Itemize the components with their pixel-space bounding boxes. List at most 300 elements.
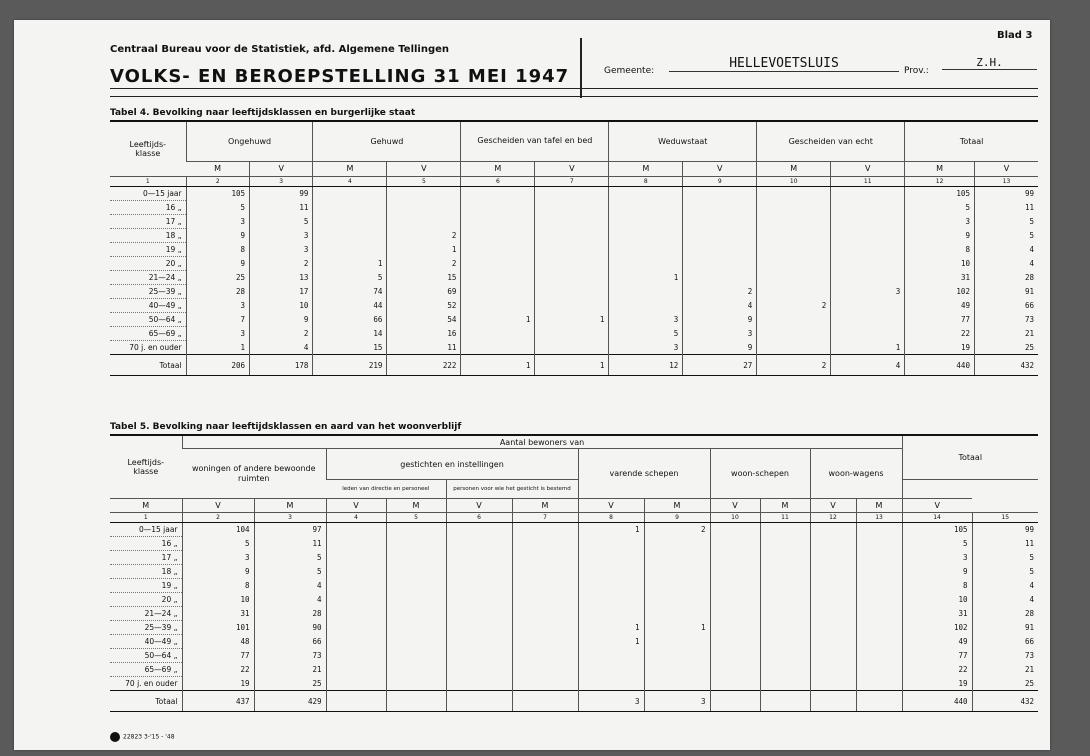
table4-cell [757, 257, 831, 271]
cbs-logo-icon [110, 732, 120, 742]
table4-m-label: M [609, 161, 683, 176]
table4-group-gehuwd: Gehuwd [313, 122, 461, 161]
table4-cell: 9 [905, 229, 975, 243]
table4-row [110, 243, 1038, 257]
table5-cell [326, 593, 386, 607]
table4-m-label: M [905, 161, 975, 176]
table4-group-gescheiden-echt: Gescheiden van echt [757, 122, 905, 161]
table4-total-cell: 1 [461, 355, 535, 376]
table4-row [110, 327, 1038, 341]
table5-cell [644, 635, 710, 649]
table5-group-gestichten: gestichten en instellingen [326, 449, 578, 480]
table4-cell: 4 [974, 243, 1038, 257]
table5-cell: 21 [254, 663, 326, 677]
table4-cell [535, 271, 609, 285]
table5-cell [446, 649, 512, 663]
table4-cell: 73 [974, 313, 1038, 327]
table4-cell [535, 299, 609, 313]
table4-cell: 28 [186, 285, 249, 299]
table5-cell: 5 [902, 537, 972, 551]
table5-cell [512, 621, 578, 635]
table5-cell [810, 537, 856, 551]
table5-cell [578, 649, 644, 663]
table5-cell [710, 663, 760, 677]
table5-age-label: 70 j. en ouder [110, 677, 182, 691]
table5-cell [710, 579, 760, 593]
table5-cell [810, 593, 856, 607]
table4-cell: 5 [186, 201, 249, 215]
table4-v-label: V [831, 161, 905, 176]
table5-cell: 31 [182, 607, 254, 621]
table4-age-label: 16 „ [110, 201, 186, 215]
table4-cell [609, 257, 683, 271]
table5-sub-directie: leden van directie en personeel [342, 485, 430, 492]
table5-age-label: 0—15 jaar [110, 523, 182, 537]
table4-cell [461, 187, 535, 201]
table4-cell: 17 [250, 285, 313, 299]
table4-cell: 4 [974, 257, 1038, 271]
table5-cell [326, 523, 386, 537]
table5-cell [810, 579, 856, 593]
table5-age-header: Leeftijds- klasse [127, 458, 165, 476]
table4-cell: 102 [905, 285, 975, 299]
table5-cell [856, 593, 902, 607]
table4-cell [461, 229, 535, 243]
table5-total-cell [386, 691, 446, 712]
table4-cell: 15 [313, 341, 387, 355]
table5-total-cell: 3 [644, 691, 710, 712]
table5-cell: 91 [972, 621, 1038, 635]
table5-total-cell: 437 [182, 691, 254, 712]
table5-cell: 104 [182, 523, 254, 537]
table4-cell: 44 [313, 299, 387, 313]
table5-v-label: V [182, 499, 254, 513]
table4-cell: 3 [831, 285, 905, 299]
table5-col-number: 7 [512, 513, 578, 523]
table4-cell [831, 243, 905, 257]
table5-cell [710, 621, 760, 635]
table4-cell: 52 [387, 299, 461, 313]
table4-m-label: M [461, 161, 535, 176]
table5-cell [326, 635, 386, 649]
table4-cell [683, 243, 757, 257]
table5-cell [386, 677, 446, 691]
table5-cell: 66 [254, 635, 326, 649]
table5-row [110, 635, 1038, 649]
table4-row [110, 201, 1038, 215]
table4-cell [831, 299, 905, 313]
organization: Centraal Bureau voor de Statistiek, afd. Algemene Tellingen [110, 44, 450, 55]
table4-v-label: V [250, 161, 313, 176]
table5-row [110, 523, 1038, 537]
table4-cell [461, 285, 535, 299]
table4-cell [831, 187, 905, 201]
table5-cell: 1 [578, 635, 644, 649]
table5-cell [856, 635, 902, 649]
table5-v-label: V [326, 499, 386, 513]
table4-cell: 99 [250, 187, 313, 201]
table5-col-number: 9 [644, 513, 710, 523]
table4-cell: 5 [974, 229, 1038, 243]
table5-cell [760, 607, 810, 621]
table5-cell: 28 [254, 607, 326, 621]
table5-cell: 19 [902, 677, 972, 691]
table4-total-cell: 178 [250, 355, 313, 376]
table4-cell [757, 341, 831, 355]
table5-m-label: M [644, 499, 710, 513]
table4-group-weduwstaat: Weduwstaat [609, 122, 757, 161]
table5-cell [446, 607, 512, 621]
print-code [110, 732, 175, 742]
table5-col-number: 4 [326, 513, 386, 523]
province-value: Z.H. [942, 56, 1037, 70]
table5-cell: 3 [182, 551, 254, 565]
table4-cell [535, 327, 609, 341]
table4-cell: 2 [250, 257, 313, 271]
table5-cell: 2 [644, 523, 710, 537]
table5-cell [856, 565, 902, 579]
table5-cell [578, 593, 644, 607]
table4-cell [683, 271, 757, 285]
table4-cell: 2 [387, 229, 461, 243]
table5-cell [446, 537, 512, 551]
table5-cell [512, 593, 578, 607]
table4-cell: 9 [683, 313, 757, 327]
table5-cell: 10 [902, 593, 972, 607]
table5-cell [446, 621, 512, 635]
table5-age-label: 19 „ [110, 579, 182, 593]
table4-cell: 54 [387, 313, 461, 327]
table4-total-cell: 440 [905, 355, 975, 376]
table4-cell: 77 [905, 313, 975, 327]
table5-col-number: 11 [760, 513, 810, 523]
table5-cell [512, 663, 578, 677]
table5-cell: 90 [254, 621, 326, 635]
table5-cell [446, 593, 512, 607]
table5-cell [644, 593, 710, 607]
table4-cell: 9 [683, 341, 757, 355]
table4-cell: 19 [905, 341, 975, 355]
table4-cell: 2 [387, 257, 461, 271]
table4-cell: 10 [250, 299, 313, 313]
table4-total-cell: 4 [831, 355, 905, 376]
table5-cell: 1 [644, 621, 710, 635]
table4-cell: 1 [831, 341, 905, 355]
table5-cell: 8 [902, 579, 972, 593]
table5-cell [512, 537, 578, 551]
table5-cell: 99 [972, 523, 1038, 537]
table4-cell [683, 257, 757, 271]
table5-total-label: Totaal [110, 691, 182, 712]
table5-v-label: V [710, 499, 760, 513]
table5-cell [386, 523, 446, 537]
table5-cell [810, 621, 856, 635]
table4-m-label: M [313, 161, 387, 176]
table4-cell: 4 [683, 299, 757, 313]
table5-cell: 4 [972, 579, 1038, 593]
table4-cell [535, 201, 609, 215]
table4-cell [387, 215, 461, 229]
table5-cell [644, 607, 710, 621]
table5-cell: 21 [972, 663, 1038, 677]
table5-group-varende: varende schepen [578, 449, 710, 499]
table5-cell [760, 537, 810, 551]
table5-cell [760, 621, 810, 635]
table5-cell [710, 607, 760, 621]
table5-cell [446, 551, 512, 565]
table5-cell [644, 579, 710, 593]
table5-cell: 4 [254, 593, 326, 607]
table4-col-number: 6 [461, 177, 535, 187]
table5-col-number: 15 [972, 513, 1038, 523]
table5-cell [644, 663, 710, 677]
table4-cell [683, 201, 757, 215]
table4-group-totaal: Totaal [905, 122, 1038, 161]
table5-cell [760, 635, 810, 649]
table5-cell [856, 551, 902, 565]
table5-cell [810, 635, 856, 649]
table5-total-cell [446, 691, 512, 712]
print-code-text: 22823 3-'15 - '48 [123, 733, 175, 741]
table5-cell: 66 [972, 635, 1038, 649]
table4-age-label: 20 „ [110, 257, 186, 271]
table4-cell [461, 341, 535, 355]
table5-col-number: 1 [110, 513, 182, 523]
table5-total-cell [810, 691, 856, 712]
table5-total-cell [760, 691, 810, 712]
table4-total-cell: 222 [387, 355, 461, 376]
table4 [110, 122, 1038, 376]
table4-cell [757, 243, 831, 257]
table4-cell [313, 243, 387, 257]
table4-cell: 69 [387, 285, 461, 299]
table4-cell: 25 [186, 271, 249, 285]
table4-row [110, 271, 1038, 285]
table5-cell [760, 663, 810, 677]
table4-cell: 7 [186, 313, 249, 327]
table5-row [110, 593, 1038, 607]
table5-cell [810, 677, 856, 691]
table4-col-number: 7 [535, 177, 609, 187]
table4-cell: 3 [683, 327, 757, 341]
table5-col-number: 8 [578, 513, 644, 523]
table4-total-cell: 2 [757, 355, 831, 376]
table5-cell [856, 663, 902, 677]
table4-cell [461, 243, 535, 257]
table5-cell [760, 649, 810, 663]
table5-row [110, 621, 1038, 635]
table4-age-label: 18 „ [110, 229, 186, 243]
table4-group-gescheiden-tafel: Gescheiden van tafel en bed [461, 122, 609, 161]
table4-row [110, 187, 1038, 201]
table4-cell [461, 257, 535, 271]
table4-total-cell: 27 [683, 355, 757, 376]
table4-row [110, 229, 1038, 243]
table5-v-label: V [902, 499, 972, 513]
table5-cell: 4 [254, 579, 326, 593]
table4-row [110, 285, 1038, 299]
table5-cell [446, 523, 512, 537]
table5-total-cell [326, 691, 386, 712]
table5-cell [326, 551, 386, 565]
table4-age-label: 21—24 „ [110, 271, 186, 285]
table4-age-label: 17 „ [110, 215, 186, 229]
table5-cell: 25 [254, 677, 326, 691]
table4-age-label: 19 „ [110, 243, 186, 257]
table5-cell: 22 [182, 663, 254, 677]
table4-cell: 3 [609, 313, 683, 327]
table4-cell: 5 [974, 215, 1038, 229]
table5-cell [710, 565, 760, 579]
table5-cell [512, 649, 578, 663]
table5-cell [326, 663, 386, 677]
table5-cell [386, 565, 446, 579]
table5-cell: 3 [902, 551, 972, 565]
form-title: VOLKS- EN BEROEPSTELLING 31 MEI 1947 [110, 66, 570, 87]
table4-cell [609, 299, 683, 313]
table4-cell: 22 [905, 327, 975, 341]
table4-cell [535, 285, 609, 299]
table4-age-label: 25—39 „ [110, 285, 186, 299]
table4-col-number: 11 [831, 177, 905, 187]
table5-age-label: 18 „ [110, 565, 182, 579]
table5-cell [710, 649, 760, 663]
table4-cell [609, 243, 683, 257]
table4-col-number: 9 [683, 177, 757, 187]
table4-cell [313, 215, 387, 229]
table4-cell [535, 243, 609, 257]
table4-row [110, 341, 1038, 355]
table4-cell: 14 [313, 327, 387, 341]
table4-col-number: 3 [250, 177, 313, 187]
table5-cell [644, 551, 710, 565]
table5-m-label: M [110, 499, 182, 513]
table5 [110, 436, 1038, 712]
table4-cell [313, 187, 387, 201]
table5-total-cell: 3 [578, 691, 644, 712]
table4-cell: 2 [683, 285, 757, 299]
header-divider [580, 38, 582, 98]
table4-cell: 99 [974, 187, 1038, 201]
table5-total-cell [856, 691, 902, 712]
table5-row [110, 537, 1038, 551]
table5-cell: 102 [902, 621, 972, 635]
table4-col-number: 5 [387, 177, 461, 187]
table5-cell [446, 635, 512, 649]
table5-age-label: 65—69 „ [110, 663, 182, 677]
table4-cell: 1 [387, 243, 461, 257]
table4-col-number: 1 [110, 177, 186, 187]
table5-cell [644, 537, 710, 551]
table4-total-cell: 206 [186, 355, 249, 376]
table5-cell [760, 551, 810, 565]
table5-cell: 48 [182, 635, 254, 649]
table5-cell [326, 565, 386, 579]
table5-cell [810, 565, 856, 579]
table5-cell [326, 607, 386, 621]
table5-cell: 1 [578, 523, 644, 537]
province-label: Prov.: [904, 66, 929, 76]
table5-cell: 9 [182, 565, 254, 579]
table5-cell [326, 579, 386, 593]
table5-cell [760, 565, 810, 579]
table4-cell: 9 [250, 313, 313, 327]
table4-cell: 11 [250, 201, 313, 215]
table4-col-number: 10 [757, 177, 831, 187]
table4-row [110, 215, 1038, 229]
table5-cell: 10 [182, 593, 254, 607]
table5-m-label: M [856, 499, 902, 513]
table4-cell [757, 271, 831, 285]
table5-cell [386, 607, 446, 621]
table4-row [110, 313, 1038, 327]
table4-row [110, 299, 1038, 313]
table5-cell [386, 621, 446, 635]
table4-cell: 4 [250, 341, 313, 355]
table5-v-label: V [810, 499, 856, 513]
table4-col-number: 12 [905, 177, 975, 187]
table5-total-cell: 429 [254, 691, 326, 712]
table5-age-label: 17 „ [110, 551, 182, 565]
table5-cell: 28 [972, 607, 1038, 621]
table5-cell [326, 621, 386, 635]
table5-cell: 11 [254, 537, 326, 551]
table5-cell [578, 663, 644, 677]
table5-col-number: 5 [386, 513, 446, 523]
table5-cell [446, 579, 512, 593]
table4-cell [461, 271, 535, 285]
table5-cell [760, 579, 810, 593]
table5-cell: 19 [182, 677, 254, 691]
table5-cell [710, 523, 760, 537]
table4-cell [683, 229, 757, 243]
table4-cell: 1 [609, 271, 683, 285]
table4-cell: 1 [313, 257, 387, 271]
table5-col-number: 2 [182, 513, 254, 523]
table5-total-row [110, 691, 1038, 712]
table5-cell [810, 551, 856, 565]
table4-v-label: V [387, 161, 461, 176]
table4-row [110, 257, 1038, 271]
table5-super-header: Aantal bewoners van [182, 436, 902, 449]
table4-cell [461, 201, 535, 215]
table5-group-woningen: woningen of andere bewoonde ruimten [191, 463, 316, 483]
table5-cell: 5 [254, 565, 326, 579]
table5-cell [710, 677, 760, 691]
table4-cell [609, 201, 683, 215]
table5-m-label: M [760, 499, 810, 513]
table5-cell [386, 579, 446, 593]
table4-cell: 105 [186, 187, 249, 201]
table5-cell: 4 [972, 593, 1038, 607]
table5-cell [710, 537, 760, 551]
table5-age-label: 16 „ [110, 537, 182, 551]
table5-cell [512, 551, 578, 565]
gemeente-label: Gemeente: [604, 66, 655, 76]
table4-m-label: M [186, 161, 249, 176]
census-form [14, 20, 1050, 750]
table4-cell [831, 271, 905, 285]
table4-age-label: 70 j. en ouder [110, 341, 186, 355]
table5-total-cell: 432 [972, 691, 1038, 712]
table5-col-number: 6 [446, 513, 512, 523]
table4-title: Tabel 4. Bevolking naar leeftijdsklassen en burgerlijke staat [110, 108, 416, 118]
table5-totaal-spacer [902, 480, 1038, 499]
table4-cell: 2 [250, 327, 313, 341]
table4-cell [831, 327, 905, 341]
table5-col-number: 10 [710, 513, 760, 523]
table5-cell [578, 579, 644, 593]
